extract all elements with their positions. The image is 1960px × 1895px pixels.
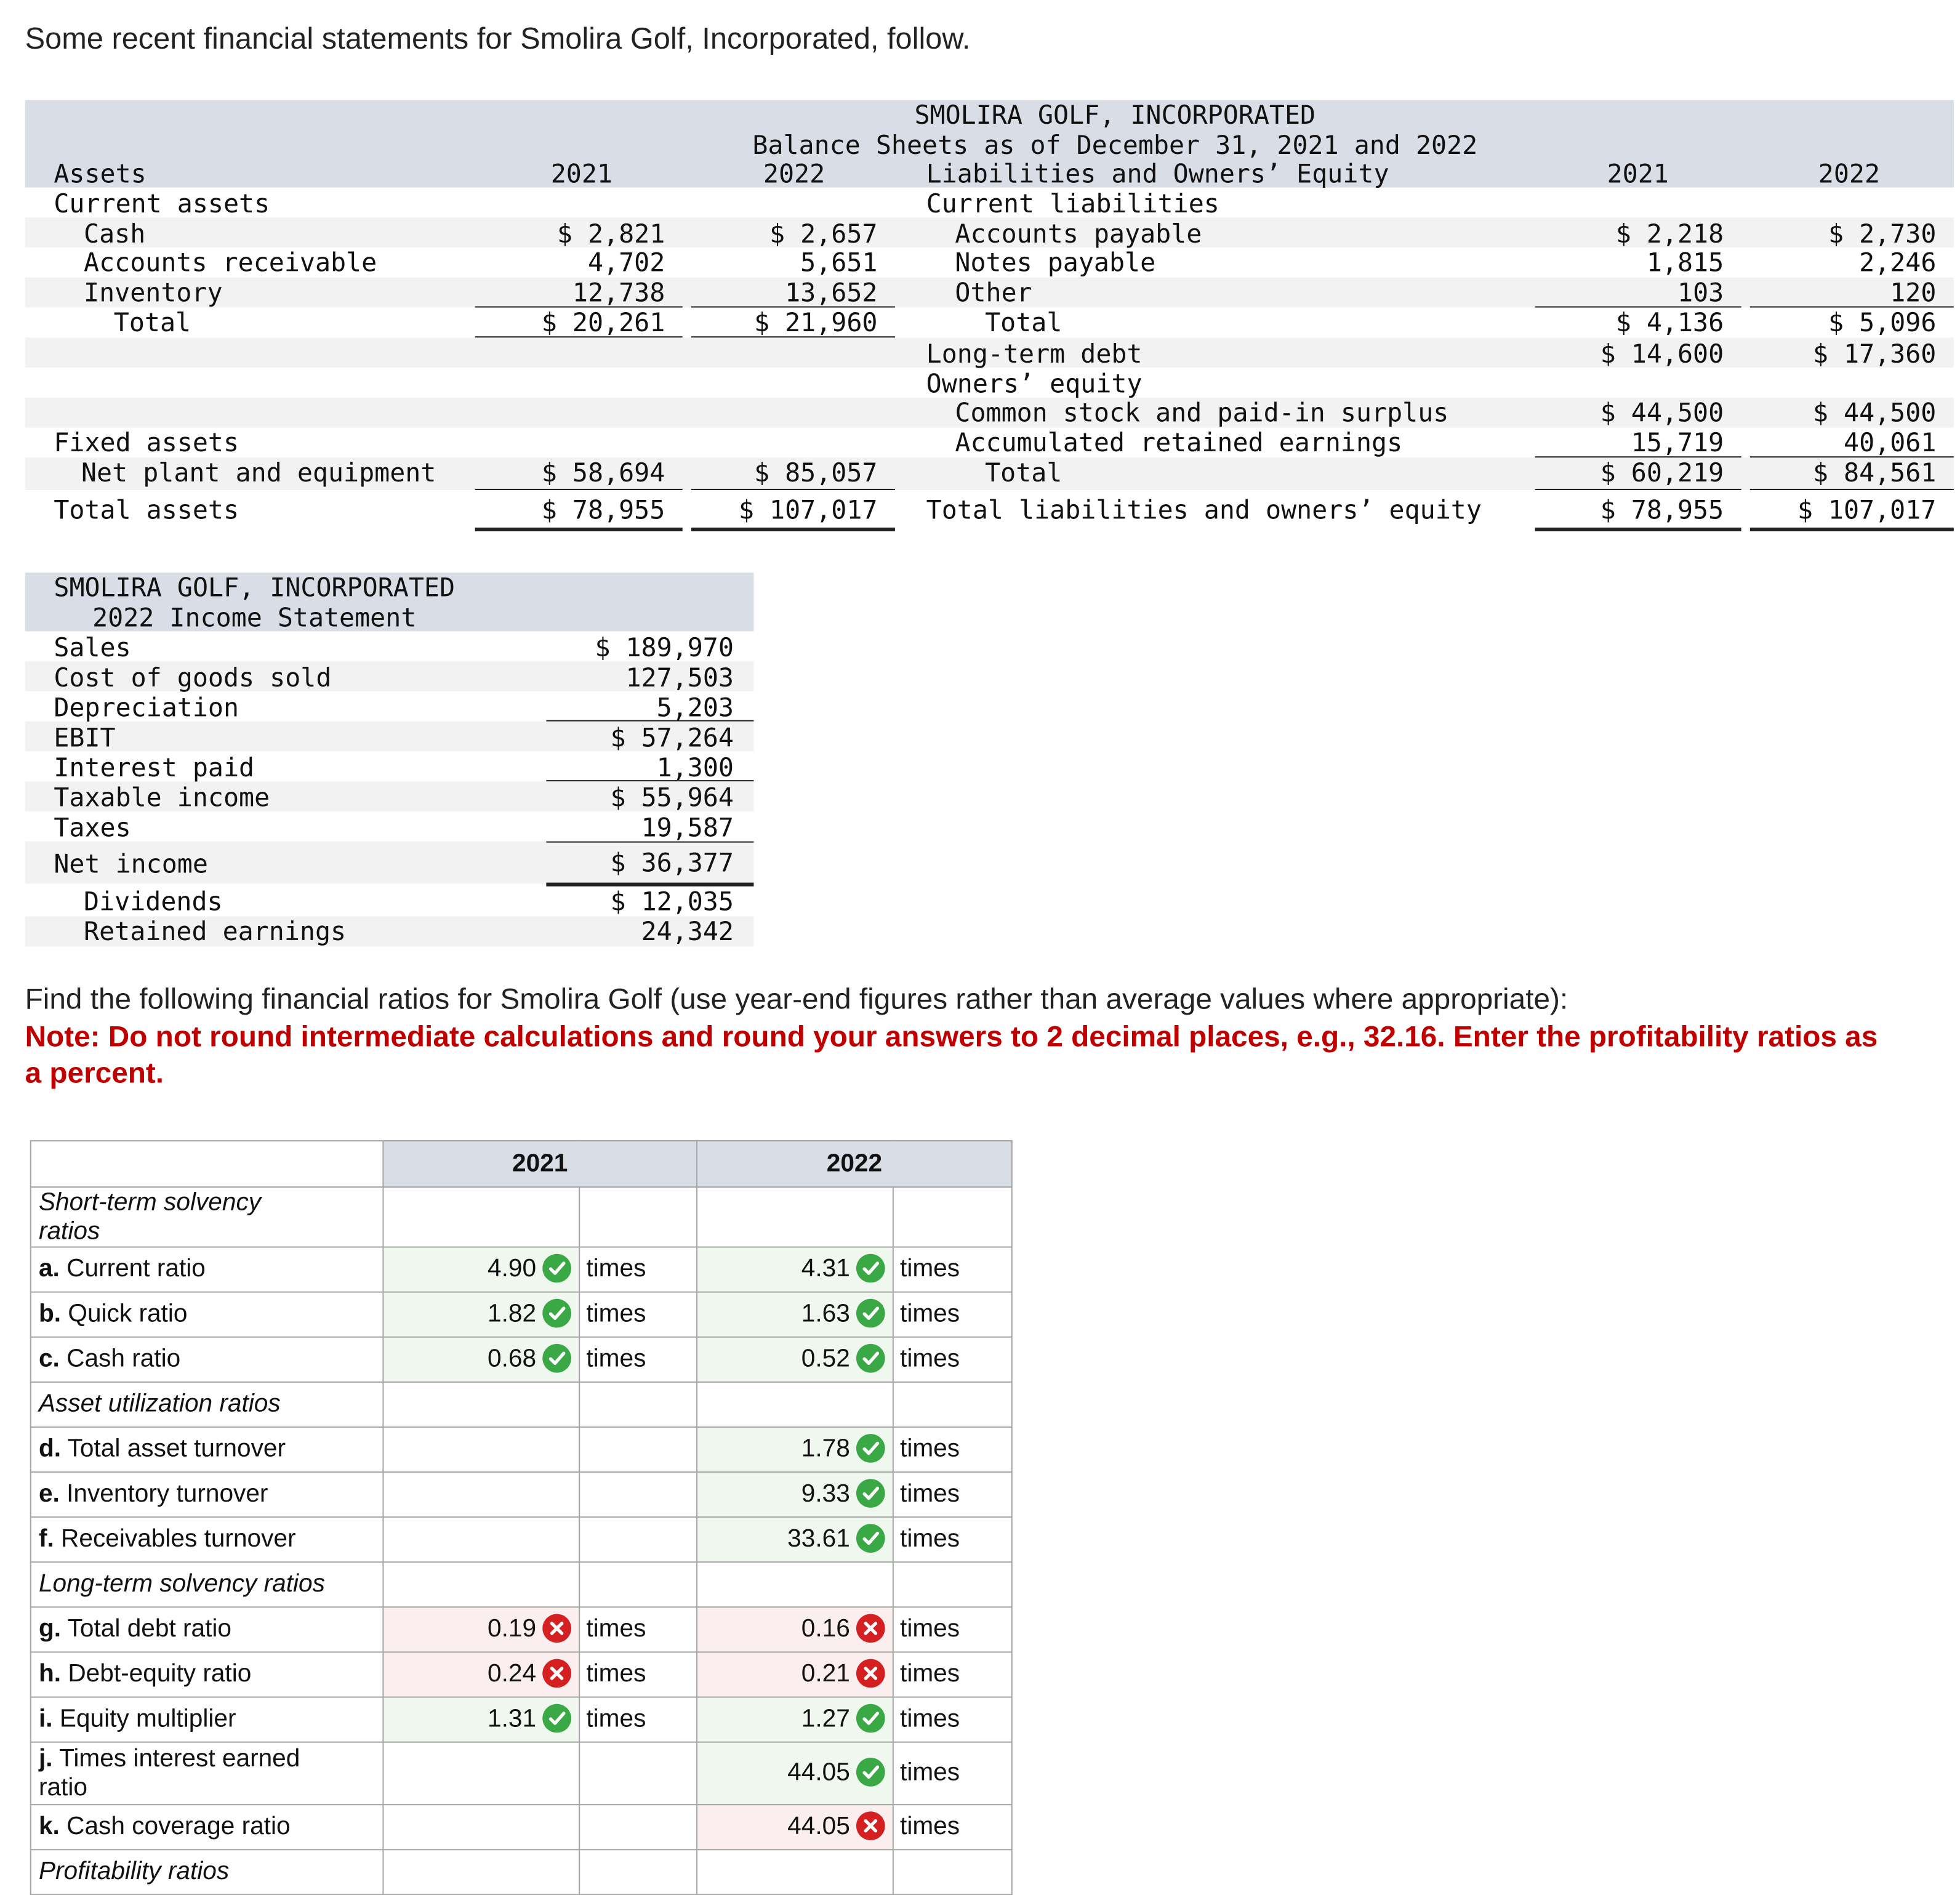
net-income-value: $ 36,377 — [610, 847, 734, 878]
balance-sheet-subtitle: Balance Sheets as of December 31, 2021 and 2022 — [752, 130, 1478, 160]
notes-payable-2022: 2,246 — [1859, 247, 1937, 278]
ratio-label: g. Total debt ratio — [31, 1607, 384, 1652]
accounts-payable-2022: $ 2,730 — [1828, 219, 1937, 249]
net-plant-label: Net plant and equipment — [81, 457, 436, 488]
current-assets-total-2022: $ 21,960 — [753, 307, 878, 338]
answer-value[interactable]: 9.33 — [801, 1480, 850, 1508]
accumulated-retained-earnings-label: Accumulated retained earnings — [955, 427, 1403, 458]
ratio-label: i. Equity multiplier — [31, 1697, 384, 1742]
check-icon — [542, 1344, 571, 1373]
answer-cell[interactable] — [697, 1804, 893, 1849]
cross-icon — [542, 1659, 571, 1688]
answer-cell[interactable] — [383, 1697, 579, 1742]
answer-value[interactable]: 0.19 — [488, 1615, 537, 1643]
unit-label: times — [893, 1247, 1012, 1292]
check-icon — [856, 1704, 885, 1733]
long-term-debt-2021: $ 14,600 — [1600, 339, 1724, 369]
answer-value[interactable]: 44.05 — [787, 1758, 850, 1787]
taxable-income-label: Taxable income — [54, 783, 270, 813]
assets-header: Assets — [54, 158, 147, 189]
unit-label: times — [579, 1337, 697, 1382]
income-statement-subtitle: 2022 Income Statement — [92, 602, 417, 633]
cross-icon — [856, 1614, 885, 1643]
owners-equity-total-2022: $ 84,561 — [1812, 457, 1937, 488]
answer-cell[interactable] — [383, 1652, 579, 1697]
ratio-row-h — [31, 1652, 1012, 1697]
answer-cell[interactable] — [697, 1652, 893, 1697]
check-icon — [542, 1299, 571, 1328]
total-assets-label: Total assets — [54, 495, 239, 525]
accumulated-retained-earnings-2022: 40,061 — [1844, 427, 1937, 458]
unit-label: times — [893, 1337, 1012, 1382]
depreciation-value: 5,203 — [656, 692, 734, 723]
check-icon — [542, 1704, 571, 1733]
accounts-payable-label: Accounts payable — [955, 219, 1202, 249]
unit-label: times — [893, 1292, 1012, 1337]
fixed-assets-label: Fixed assets — [54, 427, 239, 458]
answer-value[interactable]: 1.31 — [488, 1705, 537, 1733]
answer-cell[interactable] — [697, 1427, 893, 1472]
cogs-label: Cost of goods sold — [54, 662, 332, 693]
category-short-term: Short-term solvency ratios — [31, 1187, 384, 1247]
ratio-row-c — [31, 1337, 1012, 1382]
cogs-value: 127,503 — [625, 662, 734, 693]
notes-payable-label: Notes payable — [955, 247, 1156, 278]
check-icon — [856, 1254, 885, 1283]
unit-label: times — [579, 1247, 697, 1292]
current-assets-total-2021: $ 20,261 — [541, 307, 665, 338]
check-icon — [856, 1524, 885, 1553]
total-assets-2022: $ 107,017 — [738, 495, 878, 525]
answer-value[interactable]: 1.78 — [801, 1434, 850, 1463]
inventory-label: Inventory — [84, 277, 223, 308]
cross-icon — [542, 1614, 571, 1643]
cash-2022: $ 2,657 — [769, 219, 878, 249]
retained-earnings-value: 24,342 — [641, 916, 734, 947]
owners-equity-total-label: Total — [985, 457, 1062, 488]
year-2022-header-right: 2022 — [1818, 158, 1881, 189]
ratio-label: k. Cash coverage ratio — [31, 1804, 384, 1849]
answer-value[interactable]: 0.21 — [801, 1660, 850, 1688]
unit-label: times — [893, 1472, 1012, 1517]
answer-cell[interactable] — [383, 1292, 579, 1337]
ratio-label: a. Current ratio — [31, 1247, 384, 1292]
owners-equity-label: Owners’ equity — [926, 369, 1143, 399]
common-stock-2021: $ 44,500 — [1600, 397, 1724, 428]
answer-cell[interactable] — [697, 1292, 893, 1337]
answer-value[interactable]: 1.82 — [488, 1300, 537, 1328]
category-row — [31, 1849, 1012, 1894]
ebit-label: EBIT — [54, 722, 116, 753]
unit-label: times — [893, 1652, 1012, 1697]
common-stock-2022: $ 44,500 — [1812, 397, 1937, 428]
total-assets-2021: $ 78,955 — [541, 495, 665, 525]
category-asset-utilization: Asset utilization ratios — [31, 1382, 384, 1427]
current-assets-total-label: Total — [113, 307, 191, 338]
instructions-text: Find the following financial ratios for Smolira Golf (use year-end figures rather than average values where appropriate): — [25, 983, 1568, 1015]
interest-label: Interest paid — [54, 752, 255, 783]
answer-value[interactable]: 0.24 — [488, 1660, 537, 1688]
long-term-debt-2022: $ 17,360 — [1812, 339, 1937, 369]
unit-label: times — [893, 1804, 1012, 1849]
accounts-receivable-2022: 5,651 — [800, 247, 878, 278]
ratios-table — [30, 1140, 1013, 1895]
check-icon — [856, 1344, 885, 1373]
depreciation-label: Depreciation — [54, 692, 239, 723]
unit-label: times — [893, 1607, 1012, 1652]
answer-value[interactable]: 44.05 — [787, 1813, 850, 1840]
ratio-row-i — [31, 1697, 1012, 1742]
accounts-receivable-2021: 4,702 — [587, 247, 665, 278]
answer-cell[interactable] — [697, 1517, 893, 1562]
current-liabilities-total-2021: $ 4,136 — [1615, 307, 1724, 338]
ratio-row-b — [31, 1292, 1012, 1337]
taxes-value: 19,587 — [641, 812, 734, 843]
other-label: Other — [955, 277, 1032, 308]
answer-cell[interactable] — [697, 1337, 893, 1382]
unit-label: times — [579, 1652, 697, 1697]
net-income-label: Net income — [54, 848, 208, 879]
total-liabilities-equity-2022: $ 107,017 — [1797, 495, 1937, 525]
check-icon — [856, 1299, 885, 1328]
answer-value[interactable]: 0.52 — [801, 1345, 850, 1373]
unit-label: times — [579, 1292, 697, 1337]
answer-value[interactable]: 0.68 — [488, 1345, 537, 1373]
dividends-label: Dividends — [84, 886, 223, 917]
ratio-label: j. Times interest earned ratio — [31, 1742, 384, 1805]
answer-value[interactable]: 4.90 — [488, 1255, 537, 1283]
check-icon — [856, 1479, 885, 1508]
ebit-value: $ 57,264 — [610, 722, 734, 753]
owners-equity-total-2021: $ 60,219 — [1600, 457, 1724, 488]
unit-label: times — [893, 1697, 1012, 1742]
answer-value[interactable]: 33.61 — [787, 1525, 850, 1553]
answer-value[interactable]: 4.31 — [801, 1255, 850, 1283]
current-liabilities-total-2022: $ 5,096 — [1828, 307, 1937, 338]
unit-label: times — [893, 1427, 1012, 1472]
note-text: Note: Do not round intermediate calculations and round your answers to 2 decimal places, e.g., 32.16. Enter the profitability ratios as a percent. — [25, 1020, 1878, 1089]
accumulated-retained-earnings-2021: 15,719 — [1631, 427, 1724, 458]
category-row — [31, 1187, 1012, 1247]
current-assets-label: Current assets — [54, 188, 270, 219]
col-2021-header: 2021 — [383, 1141, 697, 1187]
net-plant-2022: $ 85,057 — [753, 457, 878, 488]
ratio-row-e — [31, 1472, 1012, 1517]
cross-icon — [856, 1812, 885, 1841]
ratio-row-a — [31, 1247, 1012, 1292]
category-long-term: Long-term solvency ratios — [31, 1562, 384, 1607]
unit-label: times — [579, 1697, 697, 1742]
total-liabilities-equity-label: Total liabilities and owners’ equity — [926, 495, 1482, 525]
check-icon — [542, 1254, 571, 1283]
sales-label: Sales — [54, 632, 131, 663]
long-term-debt-label: Long-term debt — [926, 339, 1143, 369]
answer-cell[interactable] — [383, 1337, 579, 1382]
ratio-row-f — [31, 1517, 1012, 1562]
unit-label: times — [893, 1517, 1012, 1562]
ratio-label: f. Receivables turnover — [31, 1517, 384, 1562]
answer-value[interactable]: 1.63 — [801, 1300, 850, 1328]
ratio-row-g — [31, 1607, 1012, 1652]
ratio-row-j — [31, 1742, 1012, 1805]
ratio-label: c. Cash ratio — [31, 1337, 384, 1382]
answer-cell[interactable] — [697, 1742, 893, 1805]
income-statement-company: SMOLIRA GOLF, INCORPORATED — [54, 573, 456, 603]
taxable-income-value: $ 55,964 — [610, 783, 734, 813]
answer-cell[interactable] — [383, 1607, 579, 1652]
category-profitability: Profitability ratios — [31, 1849, 384, 1894]
check-icon — [856, 1434, 885, 1463]
sales-value: $ 189,970 — [595, 632, 734, 663]
inventory-2022: 13,652 — [785, 277, 878, 308]
ratio-label: d. Total asset turnover — [31, 1427, 384, 1472]
unit-label: times — [893, 1742, 1012, 1805]
ratio-label: h. Debt-equity ratio — [31, 1652, 384, 1697]
unit-label: times — [579, 1607, 697, 1652]
ratio-row-d — [31, 1427, 1012, 1472]
retained-earnings-label: Retained earnings — [84, 916, 347, 947]
category-row — [31, 1382, 1012, 1427]
taxes-label: Taxes — [54, 812, 131, 843]
answer-cell[interactable] — [697, 1607, 893, 1652]
ratio-row-k — [31, 1804, 1012, 1849]
ratio-label: e. Inventory turnover — [31, 1472, 384, 1517]
interest-value: 1,300 — [656, 752, 734, 783]
intro-text: Some recent financial statements for Smolira Golf, Incorporated, follow. — [25, 22, 971, 57]
cash-label: Cash — [84, 219, 146, 249]
total-liabilities-equity-2021: $ 78,955 — [1600, 495, 1724, 525]
inventory-2021: 12,738 — [572, 277, 665, 308]
balance-sheet-company: SMOLIRA GOLF, INCORPORATED — [914, 100, 1316, 131]
current-liabilities-total-label: Total — [985, 307, 1062, 338]
answer-cell[interactable] — [697, 1472, 893, 1517]
ratios-header-row — [31, 1141, 1012, 1187]
cash-2021: $ 2,821 — [556, 219, 665, 249]
cross-icon — [856, 1659, 885, 1688]
check-icon — [856, 1758, 885, 1787]
answer-cell[interactable] — [697, 1697, 893, 1742]
other-2021: 103 — [1677, 277, 1724, 308]
current-liabilities-label: Current liabilities — [926, 188, 1219, 219]
category-row — [31, 1562, 1012, 1607]
net-plant-2021: $ 58,694 — [541, 457, 665, 488]
common-stock-label: Common stock and paid-in surplus — [955, 397, 1449, 428]
year-2022-header: 2022 — [763, 158, 825, 189]
answer-cell[interactable] — [697, 1247, 893, 1292]
answer-value[interactable]: 0.16 — [801, 1615, 850, 1643]
accounts-payable-2021: $ 2,218 — [1615, 219, 1724, 249]
col-2022-header: 2022 — [697, 1141, 1012, 1187]
notes-payable-2021: 1,815 — [1646, 247, 1724, 278]
answer-cell[interactable] — [383, 1247, 579, 1292]
accounts-receivable-label: Accounts receivable — [84, 247, 377, 278]
dividends-value: $ 12,035 — [610, 886, 734, 917]
year-2021-header-right: 2021 — [1607, 158, 1669, 189]
other-2022: 120 — [1890, 277, 1937, 308]
year-2021-header: 2021 — [550, 158, 612, 189]
liabilities-header: Liabilities and Owners’ Equity — [926, 158, 1389, 189]
ratio-label: b. Quick ratio — [31, 1292, 384, 1337]
answer-value[interactable]: 1.27 — [801, 1705, 850, 1733]
